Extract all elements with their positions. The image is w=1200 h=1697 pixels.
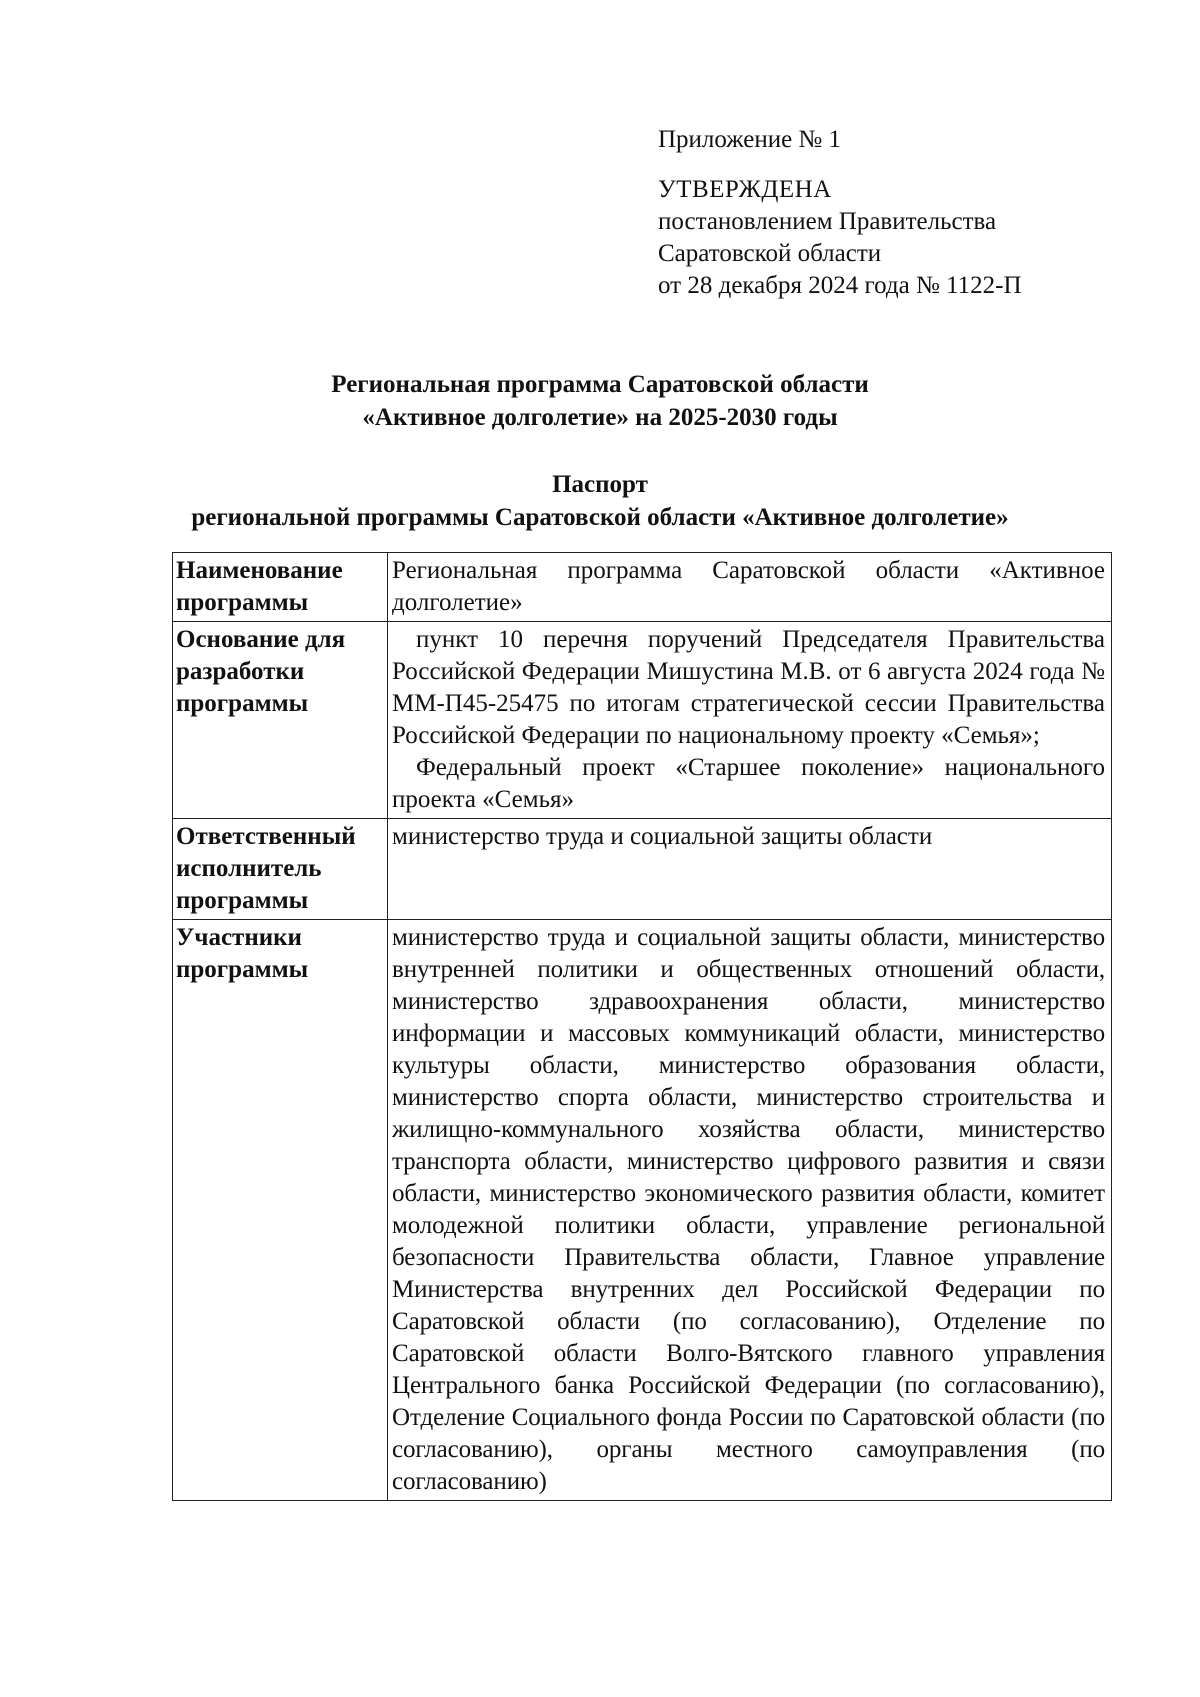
row-value: Региональная программа Саратовской области «Активное долголетие» — [388, 553, 1112, 622]
passport-table — [172, 552, 1112, 1501]
row-label: Ответственный исполнитель программы — [173, 819, 388, 920]
table-row-program-name — [173, 553, 1112, 622]
passport-title-line-2: региональной программы Саратовской области «Активное долголетие» — [191, 504, 1009, 531]
program-title — [0, 368, 1200, 434]
row-label: Наименование программы — [173, 553, 388, 622]
row-value: министерство труда и социальной защиты области, министерство внутренней политики и общественных отношений области, министерство здравоохранения области, министерство информации и массовых коммуникаций области, министерство культуры области, министерство образования области, министерство спорта области, министерство строительства и жилищно-коммунального хозяйства области, министерство транспорта области, министерство цифрового развития и связи области, министерство экономического развития области, комитет молодежной политики области, управление региональной безопасности Правительства области, Главное управление Министерства внутренних дел Российской Федерации по Саратовской области (по согласованию), Отделение по Саратовской области Волго-Вятского главного управления Центрального банка Российской Федерации (по согласованию), Отделение Социального фонда России по Саратовской области (по согласованию), органы местного самоуправления (по согласованию) — [388, 920, 1112, 1501]
table-row-basis — [173, 622, 1112, 819]
appendix-number: Приложение № 1 — [658, 126, 842, 153]
row-value: министерство труда и социальной защиты области — [388, 819, 1112, 920]
approval-block — [658, 124, 1138, 302]
row-label: Основание для разработки программы — [173, 622, 388, 819]
approved-heading: УТВЕРЖДЕНА — [658, 176, 832, 203]
table-row-responsible — [173, 819, 1112, 920]
passport-title — [0, 468, 1200, 534]
program-title-line-1: Региональная программа Саратовской области — [331, 371, 869, 398]
program-title-line-2: «Активное долголетие» на 2025-2030 годы — [362, 404, 838, 431]
basis-paragraph-1: пункт 10 перечня поручений Председателя Правительства Российской Федерации Мишустина М.В. от 6 августа 2024 года № ММ-П45-25475 по итогам стратегической сессии Правительства Российской Федерации по национальному проекту «Семья»; — [392, 626, 1105, 749]
table-row-participants — [173, 920, 1112, 1501]
row-value — [388, 622, 1112, 819]
approval-line-2: Саратовской области — [658, 240, 882, 267]
approval-line-1: постановлением Правительства — [658, 208, 997, 235]
basis-paragraph-2: Федеральный проект «Старшее поколение» национального проекта «Семья» — [392, 754, 1105, 813]
row-label: Участники программы — [173, 920, 388, 1501]
approval-line-3: от 28 декабря 2024 года № 1122-П — [658, 272, 1022, 299]
passport-title-line-1: Паспорт — [552, 471, 648, 498]
